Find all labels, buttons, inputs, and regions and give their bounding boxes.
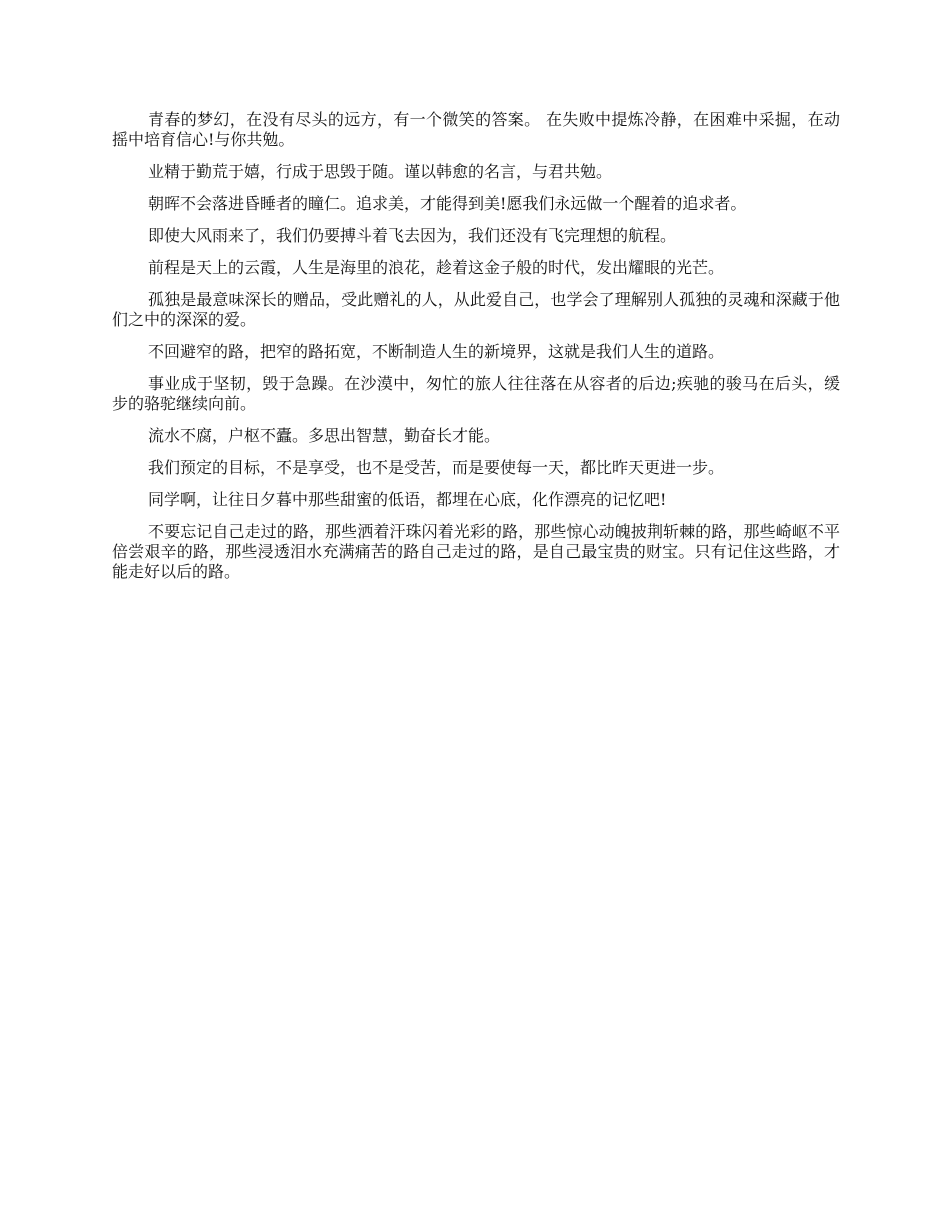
document-page xyxy=(112,110,840,594)
paragraph-7: 不回避窄的路，把窄的路拓宽，不断制造人生的新境界，这就是我们人生的道路。 xyxy=(148,342,725,361)
paragraph-6: 孤独是最意味深长的赠品，受此赠礼的人，从此爱自己，也学会了理解别人孤独的灵魂和深藏于他们之中的深深的爱。 xyxy=(112,290,840,329)
paragraph-10: 我们预定的目标，不是享受，也不是受苦，而是要使每一天，都比昨天更进一步。 xyxy=(148,458,725,477)
paragraph-2: 业精于勤荒于嬉，行成于思毁于随。谨以韩愈的名言，与君共勉。 xyxy=(148,162,613,181)
paragraph-12: 不要忘记自己走过的路，那些洒着汗珠闪着光彩的路，那些惊心动魄披荆斩棘的路，那些崎岖不平倍尝艰辛的路，那些浸透泪水充满痛苦的路自己走过的路，是自己最宝贵的财宝。只有记住这些路，才能走好以后的路。 xyxy=(112,522,840,581)
paragraph-5: 前程是天上的云霞，人生是海里的浪花，趁着这金子般的时代，发出耀眼的光芒。 xyxy=(148,258,725,277)
paragraph-1: 青春的梦幻，在没有尽头的远方，有一个微笑的答案。 在失败中提炼冷静，在困难中采掘，在动摇中培育信心!与你共勉。 xyxy=(112,110,840,149)
paragraph-9: 流水不腐，户枢不蠹。多思出智慧，勤奋长才能。 xyxy=(148,426,501,445)
paragraph-8: 事业成于坚韧，毁于急躁。在沙漠中，匆忙的旅人往往落在从容者的后边;疾驰的骏马在后头，缓步的骆驼继续向前。 xyxy=(112,374,840,413)
paragraph-11: 同学啊，让往日夕暮中那些甜蜜的低语，都埋在心底，化作漂亮的记忆吧! xyxy=(148,490,667,509)
paragraph-3: 朝晖不会落进昏睡者的瞳仁。追求美，才能得到美!愿我们永远做一个醒着的追求者。 xyxy=(148,194,747,213)
paragraph-4: 即使大风雨来了，我们仍要搏斗着飞去因为，我们还没有飞完理想的航程。 xyxy=(148,226,677,245)
